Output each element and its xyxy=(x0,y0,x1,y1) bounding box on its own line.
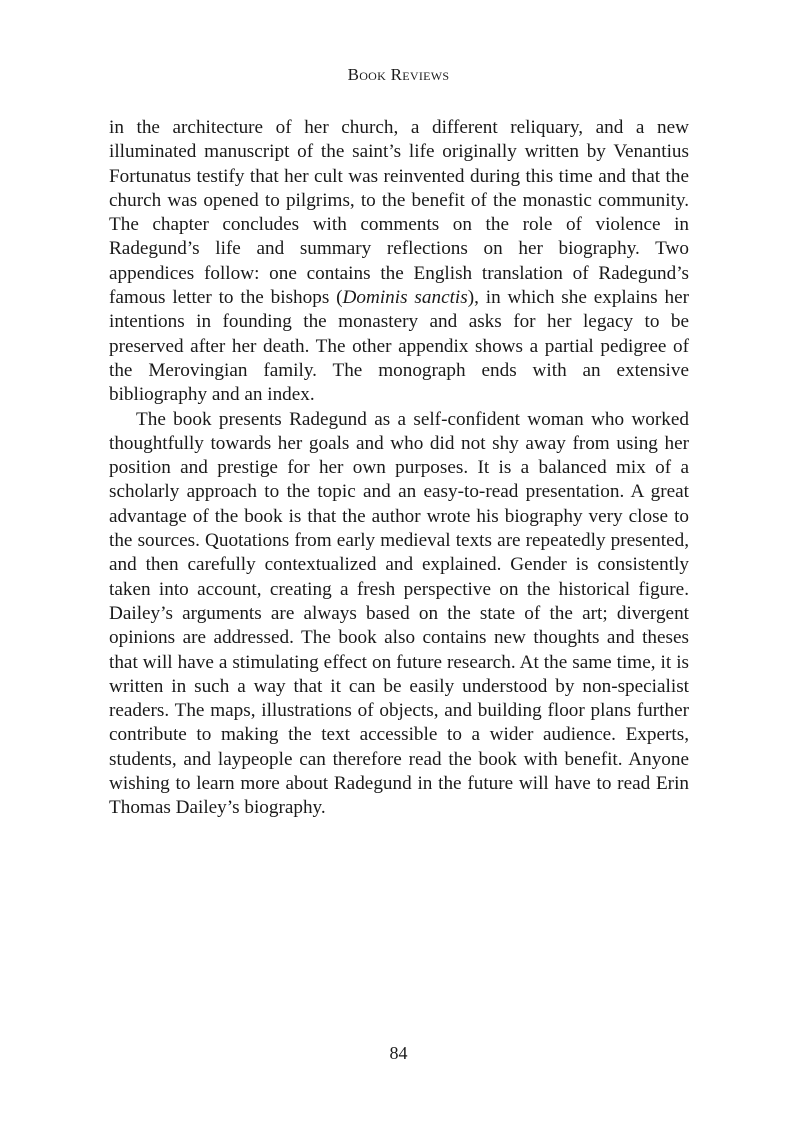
page-number: 84 xyxy=(389,1043,408,1063)
paragraph-evaluation: The book presents Radegund as a self-confident woman who worked thoughtfully towards her goals and who did not shy away from using her position and prestige for her own purposes. It is a balanced mix of a scholarly approach to the topic and an easy-to-read presentation. A great advantage of the book is that the author wrote his biography very close to the sources. Quotations from early medieval texts are repeatedly presented, and then carefully contextualized and explained. Gender is consistently taken into account, creating a fresh perspective on the historical figure. Dailey’s arguments are always based on the state of the art; divergent opinions are addressed. The book also contains new thoughts and theses that will have a stimulating effect on future research. At the same time, it is written in such a way that it can be easily understood by non-specialist readers. The maps, illustrations of objects, and building floor plans further contribute to making the text accessible to a wider audience. Experts, students, and laypeople can therefore read the book with benefit. Anyone wishing to learn more about Radegund in the future will have to read Erin Thomas Dailey’s biography. xyxy=(109,408,689,819)
body-text xyxy=(109,116,689,821)
latin-title-italic: Dominis sanctis xyxy=(342,287,468,309)
paragraph-1-text-before: in the architecture of her church, a different reliquary, and a new illuminated manuscript of the saint’s life originally written by Venantius Fortunatus testify that her cult was reinvented during this time and that the church was opened to pilgrims, to the benefit of the monastic community. The chapter concludes with comments on the role of violence in Radegund’s life and summary reflections on her biography. Two appendices follow: one contains the English translation of Radegund’s famous letter to the bishops ( xyxy=(109,117,689,309)
running-head: Book Reviews xyxy=(347,65,450,84)
paragraph-continued xyxy=(109,116,689,408)
paragraph-1-text-after: ), in which she explains her intentions in founding the monastery and asks for her legacy to be preserved after her death. The other appendix shows a partial pedigree of the Merovingian family. The monograph ends with an extensive bibliography and an index. xyxy=(109,287,689,406)
